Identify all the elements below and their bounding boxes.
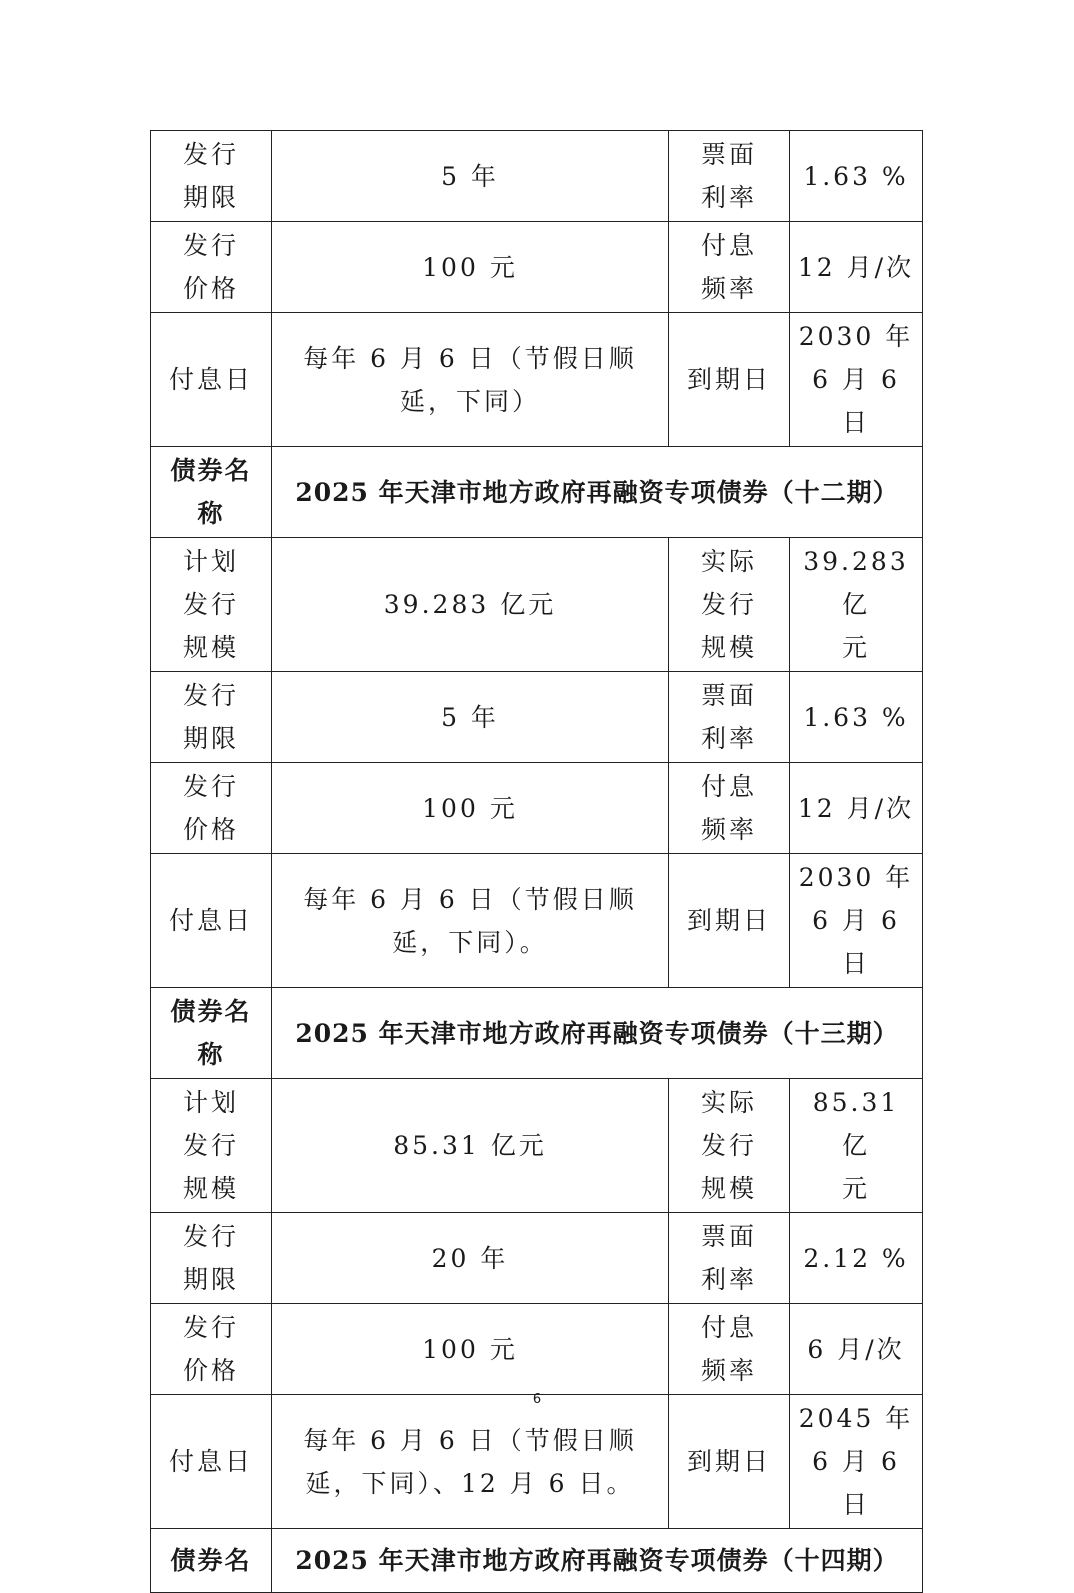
field-value: 39.283 亿 元	[790, 538, 923, 672]
field-label: 付息频率	[669, 1304, 790, 1395]
field-value: 2030 年 6 月 6 日	[790, 854, 923, 988]
field-label: 票面利率	[669, 672, 790, 763]
bond-name-label: 债券名	[151, 1529, 272, 1593]
table-row	[151, 1304, 923, 1395]
field-value: 100 元	[272, 1304, 669, 1395]
table-row	[151, 763, 923, 854]
field-label: 实际发行规模	[669, 1079, 790, 1213]
bond-name-value: 2025 年天津市地方政府再融资专项债券（十三期）	[272, 988, 923, 1079]
table-row	[151, 854, 923, 988]
table-row	[151, 1213, 923, 1304]
table-row	[151, 222, 923, 313]
field-value: 2030 年 6 月 6 日	[790, 313, 923, 447]
bond-name-label: 债券名称	[151, 988, 272, 1079]
bond-name-row	[151, 988, 923, 1079]
field-value: 1.63 %	[790, 672, 923, 763]
table-row	[151, 131, 923, 222]
field-value: 6 月/次	[790, 1304, 923, 1395]
bond-name-row	[151, 447, 923, 538]
table-row	[151, 1079, 923, 1213]
field-value: 2.12 %	[790, 1213, 923, 1304]
field-label: 计划发行规模	[151, 1079, 272, 1213]
field-label: 到期日	[669, 1395, 790, 1529]
table-row	[151, 313, 923, 447]
field-label: 付息频率	[669, 763, 790, 854]
field-label: 发行期限	[151, 131, 272, 222]
bond-name-row	[151, 1529, 923, 1593]
field-value: 每年 6 月 6 日（节假日顺延，下同）。	[272, 854, 669, 988]
field-label: 付息频率	[669, 222, 790, 313]
field-label: 计划发行规模	[151, 538, 272, 672]
field-value: 100 元	[272, 763, 669, 854]
field-value: 5 年	[272, 672, 669, 763]
field-value: 1.63 %	[790, 131, 923, 222]
field-label: 付息日	[151, 313, 272, 447]
field-value: 100 元	[272, 222, 669, 313]
field-value: 39.283 亿元	[272, 538, 669, 672]
field-label: 付息日	[151, 854, 272, 988]
field-value: 12 月/次	[790, 222, 923, 313]
field-value: 每年 6 月 6 日（节假日顺延，下同）、12 月 6 日。	[272, 1395, 669, 1529]
field-value: 每年 6 月 6 日（节假日顺延，下同）	[272, 313, 669, 447]
bond-name-value: 2025 年天津市地方政府再融资专项债券（十四期）	[272, 1529, 923, 1593]
field-label: 发行价格	[151, 222, 272, 313]
field-label: 发行期限	[151, 1213, 272, 1304]
bond-name-value: 2025 年天津市地方政府再融资专项债券（十二期）	[272, 447, 923, 538]
field-label: 发行期限	[151, 672, 272, 763]
field-value: 5 年	[272, 131, 669, 222]
field-label: 实际发行规模	[669, 538, 790, 672]
field-value: 85.31 亿元	[272, 1079, 669, 1213]
bond-name-label: 债券名称	[151, 447, 272, 538]
field-value: 12 月/次	[790, 763, 923, 854]
field-label: 到期日	[669, 313, 790, 447]
field-label: 发行价格	[151, 763, 272, 854]
field-label: 到期日	[669, 854, 790, 988]
field-label: 票面利率	[669, 131, 790, 222]
table-row	[151, 672, 923, 763]
table-row	[151, 1395, 923, 1529]
bond-details-table	[150, 130, 923, 1593]
field-value: 20 年	[272, 1213, 669, 1304]
page-number: 6	[532, 1392, 542, 1407]
field-value: 85.31 亿 元	[790, 1079, 923, 1213]
field-value: 2045 年 6 月 6 日	[790, 1395, 923, 1529]
table-row	[151, 538, 923, 672]
field-label: 票面利率	[669, 1213, 790, 1304]
field-label: 付息日	[151, 1395, 272, 1529]
field-label: 发行价格	[151, 1304, 272, 1395]
